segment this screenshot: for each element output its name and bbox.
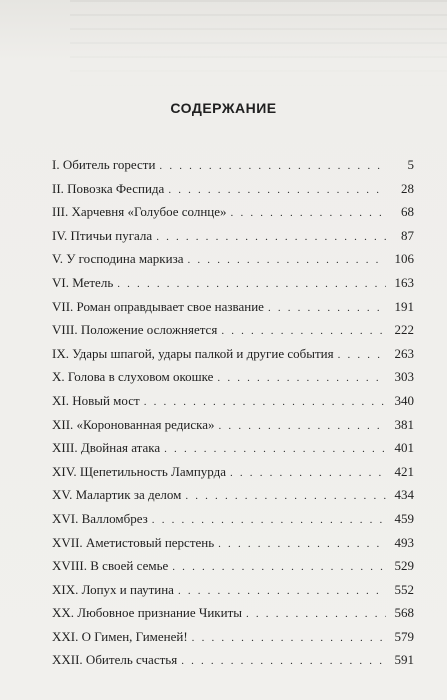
toc-entry (52, 531, 414, 555)
leader-dots (164, 438, 386, 462)
toc-entry (52, 177, 414, 201)
toc-entry-page: 106 (394, 251, 414, 267)
toc-entry-title: XVIII. В своей семье (52, 558, 169, 574)
toc-entry (52, 342, 414, 366)
toc-entry-page: 568 (394, 605, 414, 621)
leader-dots (231, 202, 386, 226)
leader-dots (152, 509, 386, 533)
toc-entry-title: XII. «Коронованная редиска» (52, 416, 215, 432)
leader-dots (246, 603, 386, 627)
toc-entry-title: III. Харчевня «Голубое солнце» (52, 204, 227, 220)
page-title: СОДЕРЖАНИЕ (170, 100, 277, 116)
toc-entry-title: X. Голова в слуховом окошке (52, 369, 214, 385)
toc-entry-title: XIX. Лопух и паутина (52, 581, 174, 597)
leader-dots (181, 650, 386, 674)
toc-entry-page: 381 (394, 416, 414, 432)
toc-entry (52, 460, 414, 484)
toc-entry-page: 459 (394, 510, 414, 526)
toc-entry (52, 436, 414, 460)
toc-entry (52, 413, 414, 437)
toc-entry-title: VII. Роман оправдывает свое название (52, 298, 264, 314)
leader-dots (338, 344, 386, 368)
toc-entry-page: 552 (394, 581, 414, 597)
toc-entry-title: IX. Удары шпагой, удары палкой и другие события (52, 345, 334, 361)
toc-entry-title: XXII. Обитель счастья (52, 652, 178, 668)
toc-entry (52, 601, 414, 625)
leader-dots (159, 155, 386, 179)
toc-entry-page: 493 (394, 534, 414, 550)
toc-entry-page: 591 (394, 652, 414, 668)
leader-dots (219, 415, 386, 439)
table-of-contents (52, 153, 414, 672)
toc-entry (52, 625, 414, 649)
leader-dots (192, 627, 386, 651)
toc-entry-page: 421 (394, 463, 414, 479)
toc-entry-title: XX. Любовное признание Чикиты (52, 605, 242, 621)
leader-dots (144, 391, 386, 415)
toc-entry-page: 529 (394, 558, 414, 574)
leader-dots (221, 320, 386, 344)
toc-entry-page: 28 (401, 180, 414, 196)
toc-entry-page: 263 (394, 345, 414, 361)
toc-entry-page: 5 (407, 157, 414, 172)
leader-dots (178, 580, 386, 604)
toc-entry (52, 578, 414, 602)
leader-dots (230, 462, 386, 486)
toc-entry-title: XI. Новый мост (52, 392, 140, 408)
toc-entry-title: XV. Малартик за делом (52, 487, 182, 503)
toc-entry-page: 191 (394, 298, 414, 314)
toc-entry-page: 401 (394, 440, 414, 456)
toc-entry-title: XIV. Щепетильность Лампурда (52, 463, 226, 479)
toc-entry (52, 507, 414, 531)
leader-dots (217, 367, 386, 391)
toc-entry (52, 554, 414, 578)
leader-dots (117, 273, 386, 297)
toc-entry-title: VIII. Положение осложняется (52, 322, 218, 338)
leader-dots (185, 485, 386, 509)
toc-entry-page: 340 (394, 392, 414, 408)
toc-entry-title: XXI. О Гимен, Гименей! (52, 628, 188, 644)
toc-entry (52, 200, 414, 224)
toc-entry-title: I. Обитель горести (52, 157, 156, 172)
toc-entry (52, 648, 414, 672)
toc-entry (52, 318, 414, 342)
toc-entry-page: 579 (394, 628, 414, 644)
leader-dots (156, 226, 386, 250)
toc-entry (52, 365, 414, 389)
toc-entry (52, 153, 414, 177)
toc-entry-title: II. Повозка Феспида (52, 180, 165, 196)
toc-entry-page: 68 (401, 204, 414, 220)
toc-entry-page: 434 (394, 487, 414, 503)
toc-entry (52, 295, 414, 319)
toc-entry-page: 303 (394, 369, 414, 385)
toc-entry-page: 222 (394, 322, 414, 338)
toc-entry-page: 163 (394, 274, 414, 290)
leader-dots (268, 297, 386, 321)
show-through-text (70, 0, 447, 90)
toc-entry (52, 271, 414, 295)
toc-entry (52, 389, 414, 413)
leader-dots (188, 249, 387, 273)
leader-dots (172, 556, 386, 580)
toc-entry-page: 87 (401, 227, 414, 243)
toc-entry (52, 224, 414, 248)
toc-entry-title: IV. Птичьи пугала (52, 227, 153, 243)
toc-entry-title: XVI. Валломбрез (52, 510, 148, 526)
toc-entry (52, 247, 414, 271)
toc-entry-title: V. У господина маркиза (52, 251, 184, 267)
toc-entry-title: XVII. Аметистовый перстень (52, 534, 215, 550)
toc-entry-title: VI. Метель (52, 274, 114, 290)
toc-entry (52, 483, 414, 507)
leader-dots (218, 533, 386, 557)
toc-entry-title: XIII. Двойная атака (52, 440, 161, 456)
leader-dots (168, 179, 386, 203)
